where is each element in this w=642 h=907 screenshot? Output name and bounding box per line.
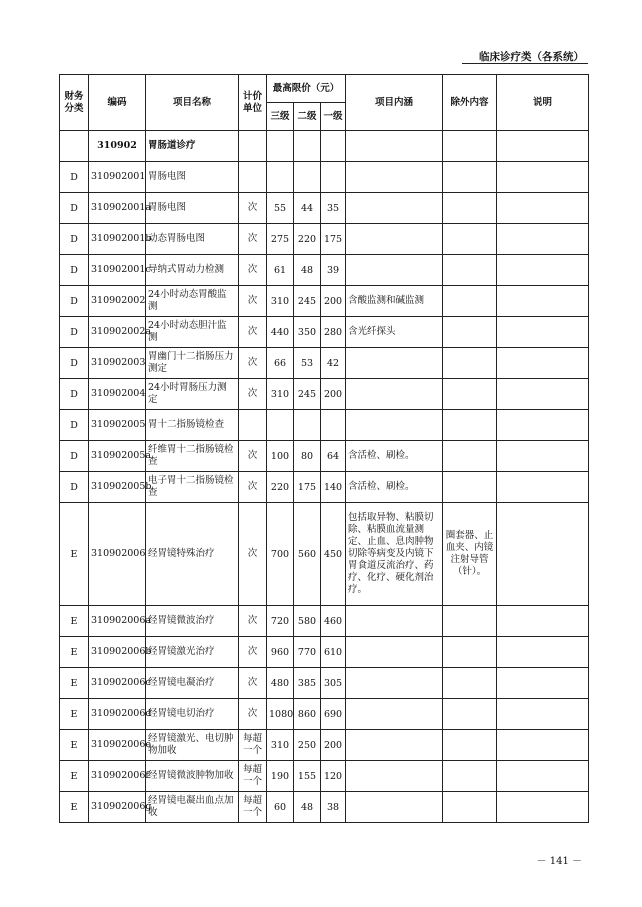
cell-exclusions xyxy=(443,699,497,730)
cell-unit: 次 xyxy=(239,699,267,730)
header-category: 财务分类 xyxy=(60,75,89,131)
cell-unit: 每超一个 xyxy=(239,761,267,792)
table-row xyxy=(60,286,589,317)
cell-code: 310902005 xyxy=(89,410,146,441)
cell-notes xyxy=(497,472,589,503)
cell-exclusions xyxy=(443,606,497,637)
cell-price-level3: 275 xyxy=(267,224,294,255)
header-max-price: 最高限价（元） xyxy=(267,75,346,103)
cell-item-name: 胃肠电图 xyxy=(146,162,239,193)
cell-content xyxy=(346,606,443,637)
cell-price-level3: 1080 xyxy=(267,699,294,730)
cell-unit: 次 xyxy=(239,255,267,286)
cell-exclusions xyxy=(443,162,497,193)
cell-price-level3: 55 xyxy=(267,193,294,224)
cell-category: D xyxy=(60,379,89,410)
table-row xyxy=(60,379,589,410)
cell-item-name: 胃肠道诊疗 xyxy=(146,131,239,162)
cell-price-level2: 245 xyxy=(294,379,321,410)
cell-unit: 次 xyxy=(239,441,267,472)
cell-exclusions xyxy=(443,410,497,441)
cell-price-level3: 61 xyxy=(267,255,294,286)
cell-price-level1: 610 xyxy=(321,637,346,668)
cell-unit: 次 xyxy=(239,286,267,317)
cell-exclusions xyxy=(443,131,497,162)
cell-unit: 次 xyxy=(239,668,267,699)
cell-unit: 每超一个 xyxy=(239,730,267,761)
cell-category: D xyxy=(60,286,89,317)
header-level2: 二级 xyxy=(294,103,321,131)
cell-price-level2: 80 xyxy=(294,441,321,472)
cell-category: D xyxy=(60,255,89,286)
cell-code: 310902006f xyxy=(89,761,146,792)
cell-code: 310902001c xyxy=(89,255,146,286)
table-row xyxy=(60,255,589,286)
cell-code: 310902004 xyxy=(89,379,146,410)
cell-code: 310902 xyxy=(89,131,146,162)
cell-price-level1: 200 xyxy=(321,286,346,317)
cell-price-level3 xyxy=(267,131,294,162)
cell-item-name: 经胃镜电凝出血点加收 xyxy=(146,792,239,823)
cell-price-level1: 38 xyxy=(321,792,346,823)
cell-content xyxy=(346,761,443,792)
cell-notes xyxy=(497,792,589,823)
cell-exclusions xyxy=(443,379,497,410)
cell-category: E xyxy=(60,668,89,699)
table-row xyxy=(60,699,589,730)
cell-content: 含活检、刷检。 xyxy=(346,472,443,503)
cell-price-level3: 700 xyxy=(267,503,294,606)
cell-code: 310902002a xyxy=(89,317,146,348)
cell-notes xyxy=(497,410,589,441)
cell-price-level1: 305 xyxy=(321,668,346,699)
cell-category xyxy=(60,131,89,162)
cell-price-level1 xyxy=(321,131,346,162)
cell-notes xyxy=(497,317,589,348)
cell-category: E xyxy=(60,503,89,606)
cell-notes xyxy=(497,193,589,224)
header-level1: 一级 xyxy=(321,103,346,131)
header-rule xyxy=(462,63,588,64)
cell-content xyxy=(346,668,443,699)
cell-code: 310902006g xyxy=(89,792,146,823)
header-content: 项目内涵 xyxy=(346,75,443,131)
cell-item-name: 导纳式胃动力检测 xyxy=(146,255,239,286)
cell-content xyxy=(346,224,443,255)
cell-content xyxy=(346,410,443,441)
cell-unit xyxy=(239,410,267,441)
cell-price-level1: 120 xyxy=(321,761,346,792)
cell-price-level1: 35 xyxy=(321,193,346,224)
cell-content xyxy=(346,699,443,730)
cell-content: 含活检、刷检。 xyxy=(346,441,443,472)
cell-price-level2: 385 xyxy=(294,668,321,699)
cell-item-name: 经胃镜特殊治疗 xyxy=(146,503,239,606)
page-header-title: 临床诊疗类（各系统） xyxy=(479,51,584,63)
cell-content xyxy=(346,255,443,286)
cell-exclusions xyxy=(443,441,497,472)
cell-price-level1: 200 xyxy=(321,379,346,410)
cell-item-name: 24小时动态胆汁监测 xyxy=(146,317,239,348)
cell-price-level2: 350 xyxy=(294,317,321,348)
cell-price-level2: 53 xyxy=(294,348,321,379)
cell-item-name: 纤维胃十二指肠镜检查 xyxy=(146,441,239,472)
cell-unit: 次 xyxy=(239,317,267,348)
cell-price-level2: 245 xyxy=(294,286,321,317)
cell-price-level2: 48 xyxy=(294,792,321,823)
cell-notes xyxy=(497,255,589,286)
cell-category: E xyxy=(60,637,89,668)
cell-notes xyxy=(497,699,589,730)
header-exclusions: 除外内容 xyxy=(443,75,497,131)
cell-price-level1: 200 xyxy=(321,730,346,761)
cell-exclusions xyxy=(443,286,497,317)
cell-notes xyxy=(497,348,589,379)
cell-price-level3 xyxy=(267,162,294,193)
cell-category: D xyxy=(60,224,89,255)
cell-price-level1: 42 xyxy=(321,348,346,379)
cell-unit: 次 xyxy=(239,606,267,637)
cell-price-level3: 220 xyxy=(267,472,294,503)
cell-item-name: 24小时胃肠压力测定 xyxy=(146,379,239,410)
cell-content xyxy=(346,379,443,410)
cell-content xyxy=(346,637,443,668)
cell-category: D xyxy=(60,193,89,224)
cell-price-level2: 220 xyxy=(294,224,321,255)
cell-price-level1: 175 xyxy=(321,224,346,255)
cell-category: E xyxy=(60,792,89,823)
table-row xyxy=(60,131,589,162)
table-row xyxy=(60,668,589,699)
cell-notes xyxy=(497,606,589,637)
cell-price-level3: 720 xyxy=(267,606,294,637)
cell-price-level2 xyxy=(294,162,321,193)
cell-notes xyxy=(497,224,589,255)
cell-exclusions xyxy=(443,668,497,699)
cell-category: D xyxy=(60,410,89,441)
table-row xyxy=(60,730,589,761)
cell-notes xyxy=(497,162,589,193)
table-row xyxy=(60,792,589,823)
cell-item-name: 动态胃肠电图 xyxy=(146,224,239,255)
cell-code: 310902002 xyxy=(89,286,146,317)
cell-category: D xyxy=(60,472,89,503)
table-row xyxy=(60,410,589,441)
cell-category: E xyxy=(60,699,89,730)
cell-category: E xyxy=(60,606,89,637)
cell-notes xyxy=(497,761,589,792)
cell-exclusions xyxy=(443,255,497,286)
fee-table xyxy=(59,74,589,823)
cell-category: D xyxy=(60,348,89,379)
cell-code: 310902005b xyxy=(89,472,146,503)
header-unit: 计价单位 xyxy=(239,75,267,131)
cell-notes xyxy=(497,730,589,761)
cell-item-name: 24小时动态胃酸监测 xyxy=(146,286,239,317)
cell-item-name: 经胃镜微波肿物加收 xyxy=(146,761,239,792)
cell-unit: 次 xyxy=(239,503,267,606)
cell-code: 310902006e xyxy=(89,730,146,761)
cell-exclusions xyxy=(443,472,497,503)
cell-content xyxy=(346,348,443,379)
cell-exclusions xyxy=(443,730,497,761)
cell-content: 包括取异物、粘膜切除、粘膜血流量测定、止血、息肉肿物切除等病变及内镜下胃食道反流治疗、药疗、化疗、硬化剂治疗。 xyxy=(346,503,443,606)
table-row xyxy=(60,761,589,792)
cell-unit: 每超一个 xyxy=(239,792,267,823)
cell-code: 310902006c xyxy=(89,668,146,699)
cell-category: E xyxy=(60,730,89,761)
cell-price-level2: 155 xyxy=(294,761,321,792)
cell-content xyxy=(346,193,443,224)
table-row xyxy=(60,193,589,224)
cell-content: 含酸监测和碱监测 xyxy=(346,286,443,317)
cell-price-level2: 580 xyxy=(294,606,321,637)
cell-notes xyxy=(497,379,589,410)
cell-notes xyxy=(497,668,589,699)
cell-price-level1: 460 xyxy=(321,606,346,637)
cell-code: 310902003 xyxy=(89,348,146,379)
header-level3: 三级 xyxy=(267,103,294,131)
cell-item-name: 胃幽门十二指肠压力测定 xyxy=(146,348,239,379)
cell-item-name: 经胃镜电切治疗 xyxy=(146,699,239,730)
cell-notes xyxy=(497,441,589,472)
cell-price-level1: 450 xyxy=(321,503,346,606)
cell-code: 310902001a xyxy=(89,193,146,224)
table-row xyxy=(60,503,589,606)
table-row xyxy=(60,317,589,348)
cell-item-name: 经胃镜激光治疗 xyxy=(146,637,239,668)
cell-price-level2: 250 xyxy=(294,730,321,761)
table-row xyxy=(60,637,589,668)
cell-item-name: 胃肠电图 xyxy=(146,193,239,224)
cell-price-level2: 860 xyxy=(294,699,321,730)
cell-code: 310902001 xyxy=(89,162,146,193)
cell-exclusions xyxy=(443,637,497,668)
cell-price-level2 xyxy=(294,131,321,162)
cell-code: 310902006a xyxy=(89,606,146,637)
page-number: － 141 － xyxy=(536,856,582,867)
cell-notes xyxy=(497,286,589,317)
cell-exclusions xyxy=(443,348,497,379)
cell-price-level3: 60 xyxy=(267,792,294,823)
cell-code: 310902001b xyxy=(89,224,146,255)
table-row xyxy=(60,162,589,193)
cell-price-level3 xyxy=(267,410,294,441)
cell-notes xyxy=(497,637,589,668)
cell-price-level1: 64 xyxy=(321,441,346,472)
cell-price-level1: 690 xyxy=(321,699,346,730)
header-code: 编码 xyxy=(89,75,146,131)
cell-price-level3: 190 xyxy=(267,761,294,792)
header-notes: 说明 xyxy=(497,75,589,131)
cell-content xyxy=(346,162,443,193)
cell-unit: 次 xyxy=(239,472,267,503)
table-row xyxy=(60,441,589,472)
cell-item-name: 电子胃十二指肠镜检查 xyxy=(146,472,239,503)
cell-code: 310902006b xyxy=(89,637,146,668)
cell-unit: 次 xyxy=(239,348,267,379)
cell-code: 310902006 xyxy=(89,503,146,606)
cell-unit: 次 xyxy=(239,637,267,668)
cell-code: 310902005a xyxy=(89,441,146,472)
cell-category: D xyxy=(60,441,89,472)
cell-price-level2: 770 xyxy=(294,637,321,668)
cell-price-level1 xyxy=(321,410,346,441)
cell-category: E xyxy=(60,761,89,792)
cell-unit xyxy=(239,162,267,193)
cell-unit xyxy=(239,131,267,162)
header-name: 项目名称 xyxy=(146,75,239,131)
cell-price-level1: 39 xyxy=(321,255,346,286)
cell-price-level3: 310 xyxy=(267,286,294,317)
cell-content xyxy=(346,730,443,761)
cell-price-level3: 66 xyxy=(267,348,294,379)
cell-unit: 次 xyxy=(239,193,267,224)
cell-price-level1: 140 xyxy=(321,472,346,503)
table-row xyxy=(60,224,589,255)
cell-price-level2: 560 xyxy=(294,503,321,606)
table-row xyxy=(60,348,589,379)
cell-content: 含光纤探头 xyxy=(346,317,443,348)
cell-notes xyxy=(497,131,589,162)
table-row xyxy=(60,606,589,637)
cell-exclusions xyxy=(443,761,497,792)
cell-price-level2: 48 xyxy=(294,255,321,286)
cell-price-level3: 960 xyxy=(267,637,294,668)
table-row xyxy=(60,472,589,503)
cell-exclusions xyxy=(443,193,497,224)
cell-price-level2 xyxy=(294,410,321,441)
cell-exclusions xyxy=(443,224,497,255)
cell-content xyxy=(346,131,443,162)
cell-exclusions: 圈套器、止血夹、内镜注射导管（针）。 xyxy=(443,503,497,606)
cell-category: D xyxy=(60,162,89,193)
cell-price-level3: 310 xyxy=(267,730,294,761)
cell-content xyxy=(346,792,443,823)
cell-item-name: 经胃镜电凝治疗 xyxy=(146,668,239,699)
cell-category: D xyxy=(60,317,89,348)
cell-code: 310902006d xyxy=(89,699,146,730)
cell-item-name: 经胃镜微波治疗 xyxy=(146,606,239,637)
cell-price-level1 xyxy=(321,162,346,193)
cell-price-level1: 280 xyxy=(321,317,346,348)
cell-item-name: 胃十二指肠镜检查 xyxy=(146,410,239,441)
cell-notes xyxy=(497,503,589,606)
cell-price-level3: 440 xyxy=(267,317,294,348)
cell-item-name: 经胃镜激光、电切肿物加收 xyxy=(146,730,239,761)
cell-unit: 次 xyxy=(239,224,267,255)
cell-price-level2: 44 xyxy=(294,193,321,224)
cell-exclusions xyxy=(443,792,497,823)
cell-price-level3: 310 xyxy=(267,379,294,410)
cell-price-level3: 480 xyxy=(267,668,294,699)
cell-exclusions xyxy=(443,317,497,348)
cell-price-level2: 175 xyxy=(294,472,321,503)
cell-unit: 次 xyxy=(239,379,267,410)
cell-price-level3: 100 xyxy=(267,441,294,472)
